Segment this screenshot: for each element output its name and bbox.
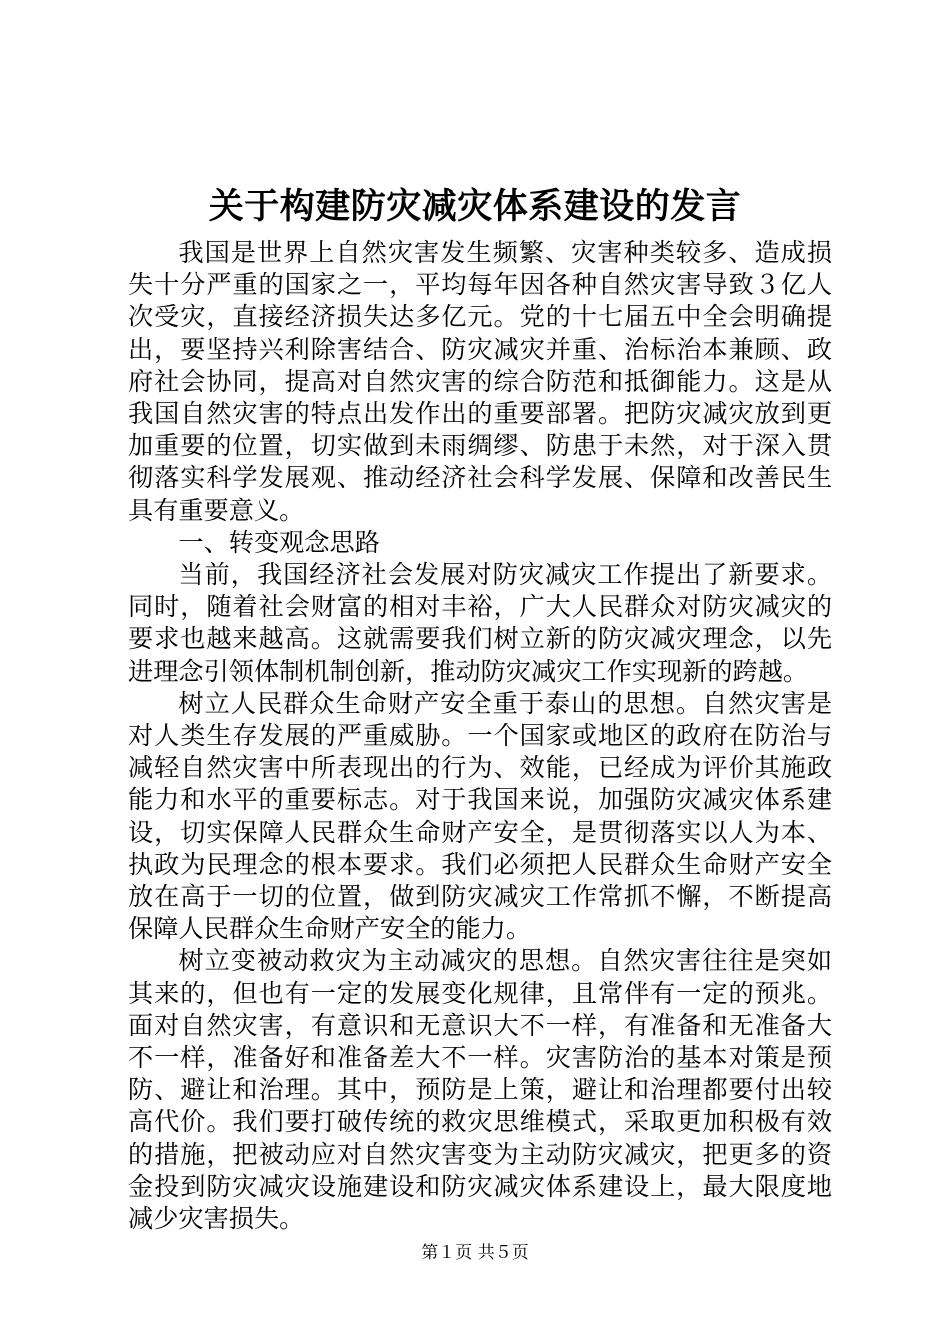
section-heading: 一、转变观念思路 — [178, 527, 380, 557]
document-body — [128, 237, 832, 1235]
page-number-footer: 第１页 共５页 — [421, 1243, 529, 1263]
paragraph-intro: 我国是世界上自然灾害发生频繁、灾害种类较多、造成损失十分严重的国家之一，平均每年因各种自然灾害导致３亿人次受灾，直接经济损失达多亿元。党的十七届五中全会明确提出，要坚持兴利除害结合、防灾减灾并重、治标治本兼顾、政府社会协同，提高对自然灾害的综合防范和抵御能力。这是从我国自然灾害的特点出发作出的重要部署。把防灾减灾放到更加重要的位置，切实做到未雨绸缪、防患于未然，对于深入贯彻落实科学发展观、推动经济社会科学发展、保障和改善民生具有重要意义。 — [128, 238, 832, 525]
document-title: 关于构建防灾减灾体系建设的发言 — [208, 186, 742, 227]
paragraph-current-situation: 当前，我国经济社会发展对防灾减灾工作提出了新要求。同时，随着社会财富的相对丰裕，广大人民群众对防灾减灾的要求也越来越高。这就需要我们树立新的防灾减灾理念，以先进理念引领体制机制创新，推动防灾减灾工作实现新的跨越。 — [128, 560, 832, 686]
paragraph-active-prevention: 树立变被动救灾为主动减灾的思想。自然灾害往往是突如其来的，但也有一定的发展变化规律，且常伴有一定的预兆。面对自然灾害，有意识和无意识大不一样，有准备和无准备大不一样，准备好和准备差大不一样。灾害防治的基本对策是预防、避让和治理。其中，预防是上策，避让和治理都要付出较高代价。我们要打破传统的救灾思维模式，采取更加积极有效的措施，把被动应对自然灾害变为主动防灾减灾，把更多的资金投到防灾减灾设施建设和防灾减灾体系建设上，最大限度地减少灾害损失。 — [128, 946, 832, 1234]
paragraph-safety-first: 树立人民群众生命财产安全重于泰山的思想。自然灾害是对人类生存发展的严重威胁。一个国家或地区的政府在防治与减轻自然灾害中所表现出的行为、效能，已经成为评价其施政能力和水平的重要标志。对于我国来说，加强防灾减灾体系建设，切实保障人民群众生命财产安全，是贯彻落实以人为本、执政为民理念的根本要求。我们必须把人民群众生命财产安全放在高于一切的位置，做到防灾减灾工作常抓不懈，不断提高保障人民群众生命财产安全的能力。 — [128, 688, 832, 944]
